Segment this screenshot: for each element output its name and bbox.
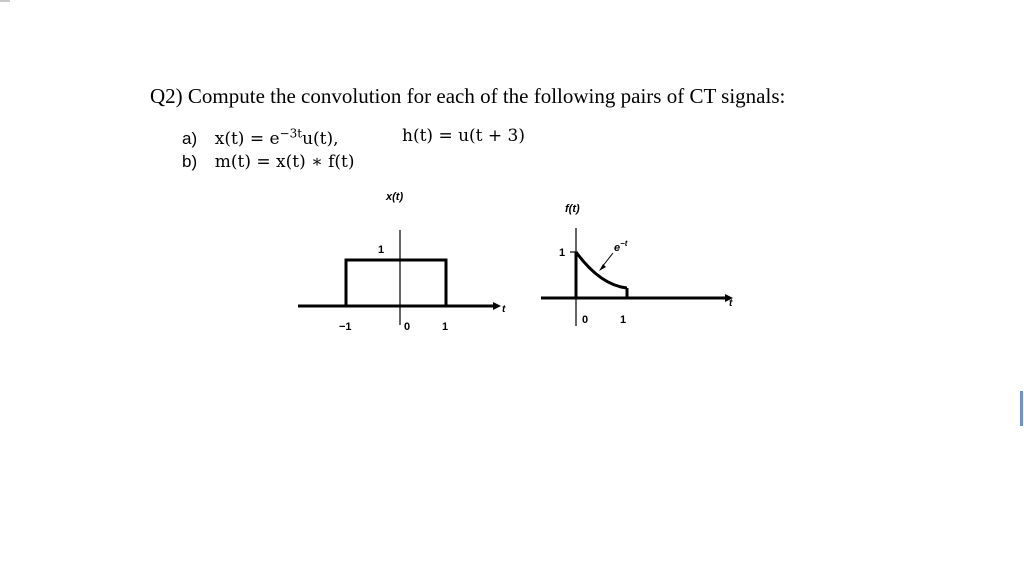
part-a-h-equation: h(t) = u(t + 3) <box>402 126 526 146</box>
plot-f-decay-curve <box>576 252 627 288</box>
plot-f-tick-1: 1 <box>620 314 627 326</box>
plot-x-title: x(t) <box>386 191 404 203</box>
part-a-label: a) <box>182 128 198 148</box>
plot-x-axis-arrow <box>493 302 501 310</box>
plot-x <box>298 191 506 333</box>
plot-f-height-label: 1 <box>559 247 566 259</box>
question-title: Q2) Compute the convolution for each of the following pairs of CT signals: <box>150 84 786 108</box>
plot-x-tick-1: 1 <box>442 321 449 333</box>
part-a-x-equation: $x(t) = e^{-3t}u(t)$, <box>214 126 339 149</box>
part-b-label: b) <box>182 152 198 171</box>
plot-x-tick-neg1: −1 <box>339 321 352 333</box>
plot-f-axis-label: t <box>729 298 733 309</box>
plot-x-pulse <box>346 260 446 306</box>
plot-f-title: f(t) <box>565 203 580 215</box>
plot-f-tick-0: 0 <box>582 314 589 326</box>
plot-x-tick-0: 0 <box>404 321 411 333</box>
plot-x-height-label: 1 <box>378 244 385 256</box>
plot-f-curve-label: $e^{-t}$ <box>614 239 628 254</box>
part-b-equation: m(t) = x(t) ∗ f(t) <box>214 152 355 172</box>
plot-f-curve-pointer-head <box>599 264 606 271</box>
plot-x-axis-label: t <box>502 304 506 315</box>
plot-f <box>541 203 733 326</box>
